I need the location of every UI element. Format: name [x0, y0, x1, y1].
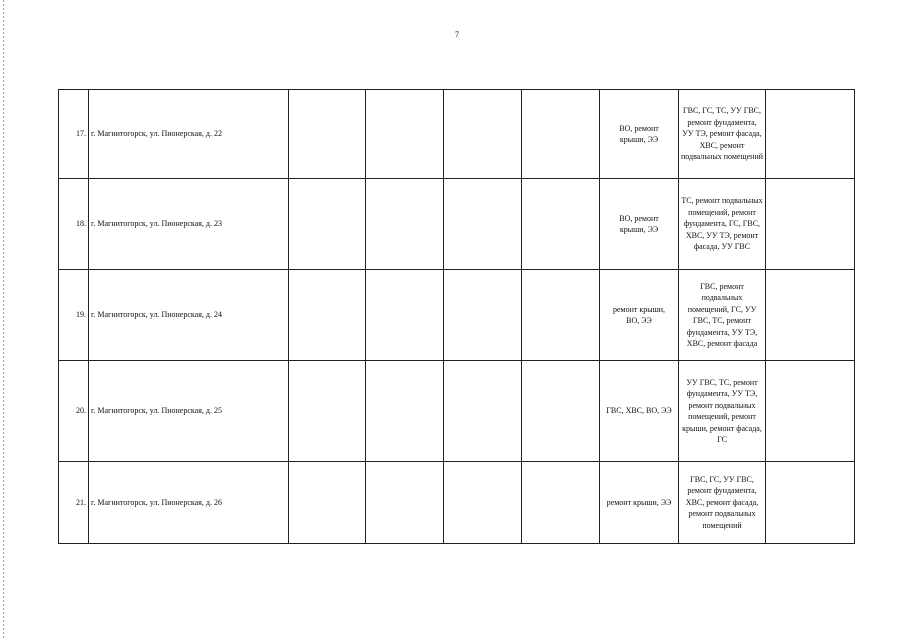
empty-cell [366, 90, 444, 179]
row-works-a: ВО, ремонт крыши, ЭЭ [600, 90, 679, 179]
empty-cell [444, 179, 522, 270]
row-works-b: ГВС, ГС, УУ ГВС, ремонт фундамента, ХВС, ремонт фасада, ремонт подвальных помещений [679, 462, 766, 544]
row-address: г. Магнитогорск, ул. Пионерская, д. 24 [89, 270, 289, 361]
row-works-b: УУ ГВС, ТС, ремонт фундамента, УУ ТЭ, ремонт подвальных помещений, ремонт крыши, ремонт фасада, ГС [679, 361, 766, 462]
row-works-b: ТС, ремонт подвальных помещений, ремонт фундамента, ГС, ГВС, ХВС, УУ ТЭ, ремонт фасада, УУ ГВС [679, 179, 766, 270]
row-number: 17. [59, 90, 89, 179]
empty-cell [366, 270, 444, 361]
row-address: г. Магнитогорск, ул. Пионерская, д. 26 [89, 462, 289, 544]
row-number: 19. [59, 270, 89, 361]
page-left-edge [3, 0, 4, 640]
row-number: 18. [59, 179, 89, 270]
empty-cell [522, 90, 600, 179]
row-address: г. Магнитогорск, ул. Пионерская, д. 22 [89, 90, 289, 179]
empty-cell [289, 462, 366, 544]
empty-cell [522, 270, 600, 361]
empty-cell [444, 270, 522, 361]
empty-cell [444, 462, 522, 544]
empty-cell [522, 462, 600, 544]
row-address: г. Магнитогорск, ул. Пионерская, д. 25 [89, 361, 289, 462]
table-row [59, 361, 855, 462]
empty-cell [766, 90, 855, 179]
page-number: 7 [455, 30, 459, 39]
empty-cell [766, 179, 855, 270]
table-body [59, 90, 855, 544]
row-works-a: ремонт крыши, ВО, ЭЭ [600, 270, 679, 361]
empty-cell [366, 462, 444, 544]
row-works-b: ГВС, ГС, ТС, УУ ГВС, ремонт фундамента, УУ ТЭ, ремонт фасада, ХВС, ремонт подвальных помещений [679, 90, 766, 179]
row-address: г. Магнитогорск, ул. Пионерская, д. 23 [89, 179, 289, 270]
table-row [59, 462, 855, 544]
empty-cell [522, 179, 600, 270]
empty-cell [766, 361, 855, 462]
row-number: 20. [59, 361, 89, 462]
empty-cell [766, 462, 855, 544]
empty-cell [766, 270, 855, 361]
empty-cell [444, 90, 522, 179]
table-row [59, 179, 855, 270]
row-works-a: ремонт крыши, ЭЭ [600, 462, 679, 544]
empty-cell [366, 179, 444, 270]
empty-cell [522, 361, 600, 462]
table-row [59, 90, 855, 179]
empty-cell [289, 270, 366, 361]
row-works-a: ГВС, ХВС, ВО, ЭЭ [600, 361, 679, 462]
row-number: 21. [59, 462, 89, 544]
empty-cell [289, 361, 366, 462]
row-works-b: ГВС, ремонт подвальных помещений, ГС, УУ ГВС, ТС, ремонт фундамента, УУ ТЭ, ХВС, ремонт фасада [679, 270, 766, 361]
empty-cell [444, 361, 522, 462]
empty-cell [289, 179, 366, 270]
row-works-a: ВО, ремонт крыши, ЭЭ [600, 179, 679, 270]
empty-cell [289, 90, 366, 179]
table-row [59, 270, 855, 361]
empty-cell [366, 361, 444, 462]
works-table [58, 89, 855, 544]
